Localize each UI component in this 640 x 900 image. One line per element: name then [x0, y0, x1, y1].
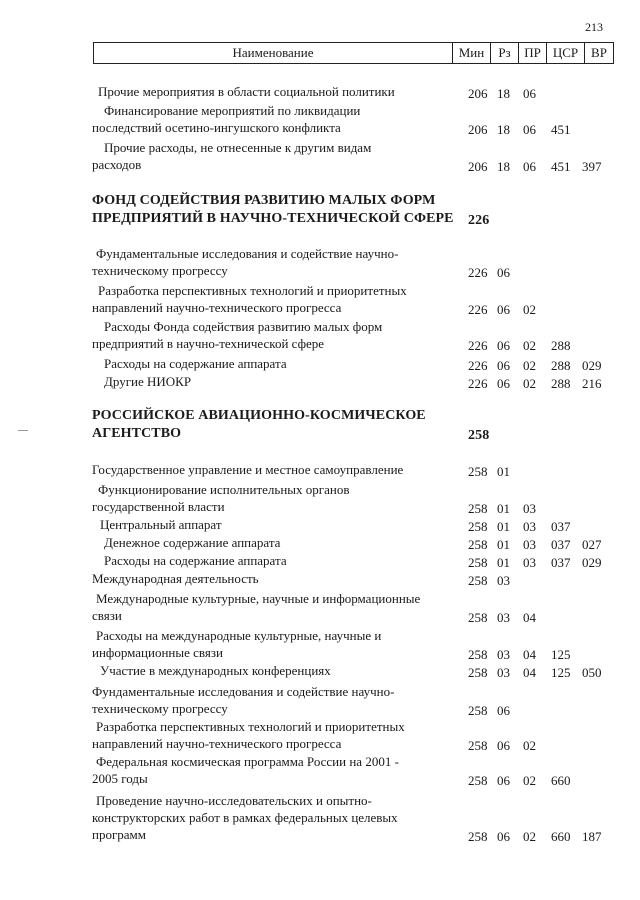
- code-min: 226: [468, 376, 488, 391]
- code-pr: 04: [523, 647, 536, 662]
- code-min: 258: [468, 464, 488, 479]
- row-name-line: Федеральная космическая программа России на 2001 -: [96, 754, 399, 769]
- row-name-line: Фундаментальные исследования и содействие научно-: [96, 246, 399, 261]
- code-min: 258: [468, 573, 488, 588]
- code-csr: 451: [551, 159, 571, 174]
- code-min: 258: [468, 665, 488, 680]
- row-name-line: РОССИЙСКОЕ АВИАЦИОННО-КОСМИЧЕСКОЕ: [92, 408, 426, 423]
- code-csr: 037: [551, 519, 571, 534]
- code-csr: 451: [551, 122, 571, 137]
- code-rz: 18: [497, 122, 510, 137]
- row-name-line: Функционирование исполнительных органов: [98, 482, 350, 497]
- code-min: 206: [468, 122, 488, 137]
- row-name-line: АГЕНТСТВО: [92, 426, 182, 441]
- row-name-line: техническому прогрессу: [92, 701, 228, 716]
- code-vr: 187: [582, 829, 602, 844]
- code-min: 258: [468, 555, 488, 570]
- code-pr: 03: [523, 537, 536, 552]
- code-rz: 06: [497, 738, 510, 753]
- code-vr: 029: [582, 358, 602, 373]
- row-name-line: Разработка перспективных технологий и приоритетных: [96, 719, 405, 734]
- row-name-line: связи: [92, 608, 122, 623]
- code-rz: 06: [497, 358, 510, 373]
- code-min: 258: [468, 519, 488, 534]
- row-name-line: Фундаментальные исследования и содействие научно-: [92, 684, 395, 699]
- code-csr: 288: [551, 376, 571, 391]
- code-rz: 01: [497, 464, 510, 479]
- code-min: 206: [468, 86, 488, 101]
- code-rz: 06: [497, 829, 510, 844]
- code-rz: 01: [497, 501, 510, 516]
- code-min: 258: [468, 829, 488, 844]
- row-name-line: Участие в международных конференциях: [100, 663, 331, 678]
- code-rz: 06: [497, 265, 510, 280]
- row-name-line: Финансирование мероприятий по ликвидации: [104, 103, 361, 118]
- code-pr: 02: [523, 376, 536, 391]
- row-name-line: 2005 годы: [92, 771, 148, 786]
- code-rz: 03: [497, 610, 510, 625]
- code-min: 258: [468, 537, 488, 552]
- row-name-line: направлений научно-технического прогресса: [92, 736, 342, 751]
- code-csr: 037: [551, 555, 571, 570]
- code-pr: 02: [523, 302, 536, 317]
- code-min: 226: [468, 302, 488, 317]
- code-pr: 06: [523, 159, 536, 174]
- code-csr: 037: [551, 537, 571, 552]
- row-name-line: Расходы на содержание аппарата: [104, 356, 287, 371]
- row-name-line: Международные культурные, научные и информационные: [96, 591, 421, 606]
- code-rz: 01: [497, 555, 510, 570]
- header-rz: Рз: [490, 43, 518, 63]
- code-rz: 18: [497, 86, 510, 101]
- header-csr: ЦСР: [546, 43, 584, 63]
- row-name-line: программ: [92, 827, 147, 842]
- code-rz: 06: [497, 773, 510, 788]
- code-min: 226: [468, 358, 488, 373]
- row-name-line: ФОНД СОДЕЙСТВИЯ РАЗВИТИЮ МАЛЫХ ФОРМ: [92, 193, 436, 208]
- code-min: 226: [468, 338, 488, 353]
- code-pr: 04: [523, 610, 536, 625]
- code-csr: 660: [551, 829, 571, 844]
- code-pr: 03: [523, 501, 536, 516]
- code-min: 258: [468, 610, 488, 625]
- code-rz: 18: [497, 159, 510, 174]
- row-name-line: Государственное управление и местное самоуправление: [92, 462, 404, 477]
- row-name-line: Расходы на содержание аппарата: [104, 553, 287, 568]
- code-pr: 02: [523, 338, 536, 353]
- row-name-line: Другие НИОКР: [104, 374, 192, 389]
- header-name: Наименование: [232, 45, 314, 60]
- row-name-line: государственной власти: [92, 499, 225, 514]
- row-name-line: предприятий в научно-технической сфере: [92, 336, 325, 351]
- code-csr: 288: [551, 358, 571, 373]
- code-vr: 027: [582, 537, 602, 552]
- row-name-line: направлений научно-технического прогресса: [92, 300, 342, 315]
- row-name-line: Расходы на международные культурные, научные и: [96, 628, 382, 643]
- code-min: 206: [468, 159, 488, 174]
- row-name-line: ПРЕДПРИЯТИЙ В НАУЧНО-ТЕХНИЧЕСКОЙ СФЕРЕ: [92, 211, 454, 226]
- row-name-line: Проведение научно-исследовательских и опытно-: [96, 793, 372, 808]
- code-rz: 03: [497, 647, 510, 662]
- code-pr: 06: [523, 86, 536, 101]
- header-min: Мин: [452, 43, 490, 63]
- code-pr: 03: [523, 555, 536, 570]
- row-name-line: техническому прогрессу: [92, 263, 228, 278]
- code-pr: 06: [523, 122, 536, 137]
- row-name-line: информационные связи: [92, 645, 223, 660]
- row-name-line: Центральный аппарат: [100, 517, 222, 532]
- code-rz: 06: [497, 703, 510, 718]
- row-name-line: Денежное содержание аппарата: [104, 535, 281, 550]
- code-csr: 125: [551, 647, 571, 662]
- code-rz: 03: [497, 573, 510, 588]
- code-vr: 050: [582, 665, 602, 680]
- code-csr: 125: [551, 665, 571, 680]
- code-rz: 01: [497, 519, 510, 534]
- row-name-line: Разработка перспективных технологий и приоритетных: [98, 283, 407, 298]
- row-name-line: Прочие мероприятия в области социальной политики: [98, 84, 395, 99]
- code-pr: 02: [523, 358, 536, 373]
- row-name-line: Расходы Фонда содействия развитию малых форм: [104, 319, 383, 334]
- scan-artifact: [18, 430, 28, 431]
- header-vr: ВР: [584, 43, 613, 63]
- code-csr: 660: [551, 773, 571, 788]
- code-csr: 288: [551, 338, 571, 353]
- code-pr: 02: [523, 738, 536, 753]
- page-number: 213: [585, 20, 603, 34]
- row-name-line: расходов: [92, 157, 142, 172]
- code-min: 258: [468, 428, 490, 443]
- code-pr: 04: [523, 665, 536, 680]
- code-rz: 06: [497, 376, 510, 391]
- row-name-line: Прочие расходы, не отнесенные к другим видам: [104, 140, 372, 155]
- row-name-line: Международная деятельность: [92, 571, 259, 586]
- code-pr: 02: [523, 773, 536, 788]
- code-pr: 03: [523, 519, 536, 534]
- header-pr: ПР: [518, 43, 546, 63]
- code-min: 226: [468, 265, 488, 280]
- code-min: 258: [468, 501, 488, 516]
- code-vr: 397: [582, 159, 602, 174]
- row-name-line: конструкторских работ в рамках федеральных целевых: [92, 810, 398, 825]
- code-rz: 01: [497, 537, 510, 552]
- code-rz: 06: [497, 338, 510, 353]
- code-min: 258: [468, 647, 488, 662]
- code-vr: 216: [582, 376, 602, 391]
- code-min: 258: [468, 703, 488, 718]
- code-min: 226: [468, 213, 490, 228]
- code-rz: 06: [497, 302, 510, 317]
- code-rz: 03: [497, 665, 510, 680]
- code-min: 258: [468, 773, 488, 788]
- row-name-line: последствий осетино-ингушского конфликта: [92, 120, 341, 135]
- code-pr: 02: [523, 829, 536, 844]
- table-header: [93, 42, 614, 64]
- code-min: 258: [468, 738, 488, 753]
- code-vr: 029: [582, 555, 602, 570]
